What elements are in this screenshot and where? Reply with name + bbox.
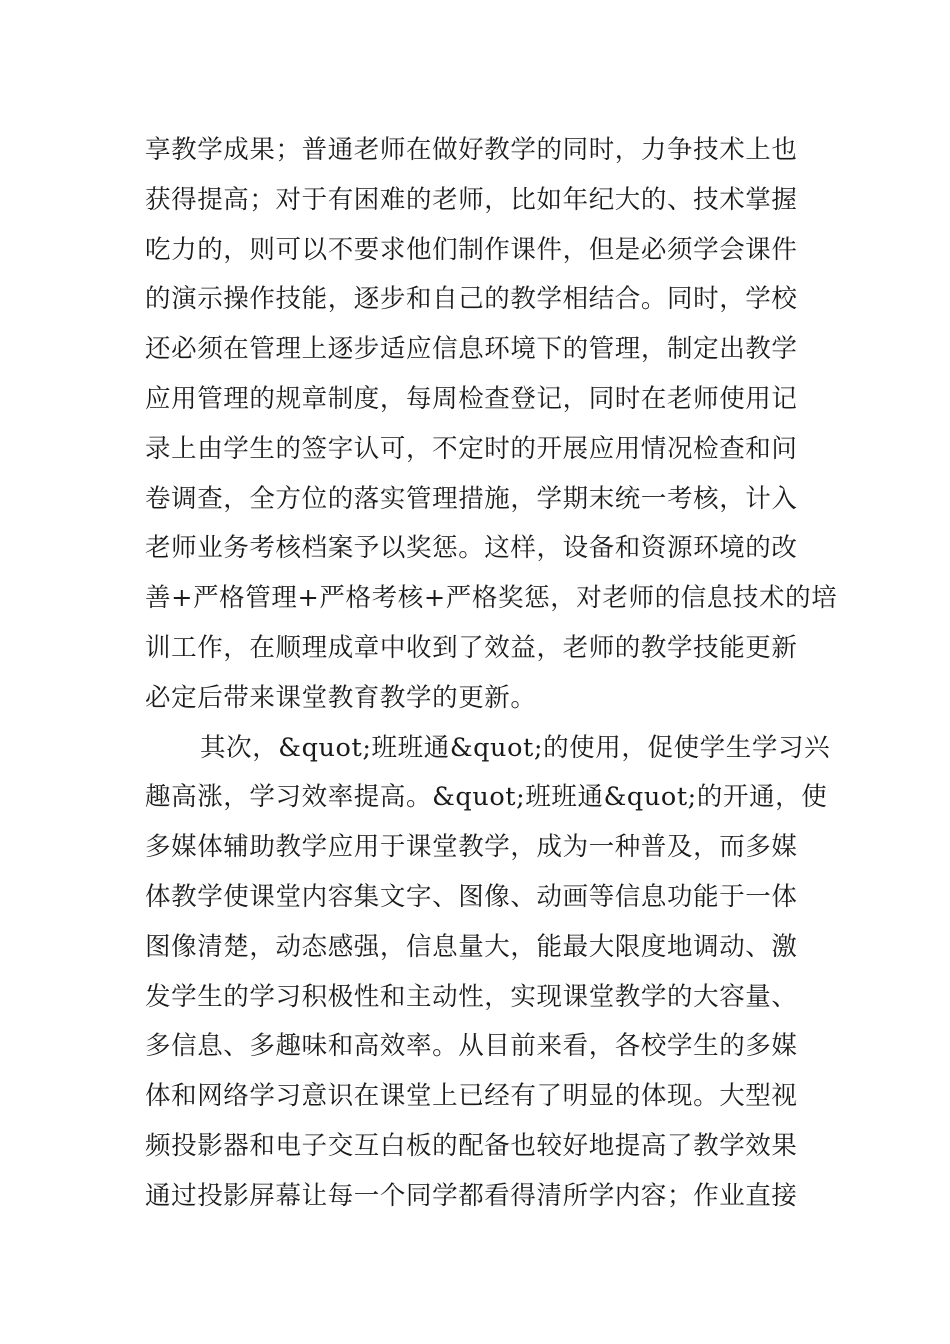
text-line: 体和网络学习意识在课堂上已经有了明显的体现。大型视 [145, 1081, 798, 1112]
text-line: 多信息、多趣味和高效率。从目前来看，各校学生的多媒 [145, 1031, 798, 1062]
text-line: 发学生的学习积极性和主动性，实现课堂教学的大容量、 [145, 981, 798, 1012]
text-line: 趣高涨，学习效率提高。&quot;班班通&quot;的开通，使 [145, 782, 828, 813]
text-line: 吃力的，则可以不要求他们制作课件，但是必须学会课件 [145, 234, 798, 265]
text-line: 老师业务考核档案予以奖惩。这样，设备和资源环境的改 [145, 533, 798, 564]
document-body [145, 126, 838, 1222]
paragraph-2 [145, 724, 831, 1222]
paragraph-1 [145, 126, 838, 724]
text-line: 享教学成果；普通老师在做好教学的同时，力争技术上也 [145, 135, 798, 165]
text-line: 图像清楚，动态感强，信息量大，能最大限度地调动、激 [145, 931, 798, 962]
text-line: 训工作，在顺理成章中收到了效益，老师的教学技能更新 [145, 632, 798, 663]
text-line: 的演示操作技能，逐步和自己的教学相结合。同时，学校 [145, 284, 798, 315]
text-line: 录上由学生的签字认可，不定时的开展应用情况检查和问 [145, 433, 798, 464]
text-line: 频投影器和电子交互白板的配备也较好地提高了教学效果 [145, 1130, 798, 1161]
text-line: 还必须在管理上逐步适应信息环境下的管理，制定出教学 [145, 334, 798, 365]
text-line: 通过投影屏幕让每一个同学都看得清所学内容；作业直接 [145, 1180, 798, 1211]
text-line: 善+严格管理+严格考核+严格奖惩，对老师的信息技术的培 [145, 583, 838, 614]
text-line: 获得提高；对于有困难的老师，比如年纪大的、技术掌握 [145, 184, 798, 215]
text-line-indented: 其次，&quot;班班通&quot;的使用，促使学生学习兴 [200, 732, 831, 763]
text-line: 体教学使课堂内容集文字、图像、动画等信息功能于一体 [145, 881, 798, 912]
text-line: 必定后带来课堂教育教学的更新。 [145, 682, 537, 713]
text-line: 应用管理的规章制度，每周检查登记，同时在老师使用记 [145, 383, 798, 414]
text-line: 卷调查，全方位的落实管理措施，学期末统一考核，计入 [145, 483, 798, 514]
text-line: 多媒体辅助教学应用于课堂教学，成为一种普及，而多媒 [145, 832, 798, 863]
